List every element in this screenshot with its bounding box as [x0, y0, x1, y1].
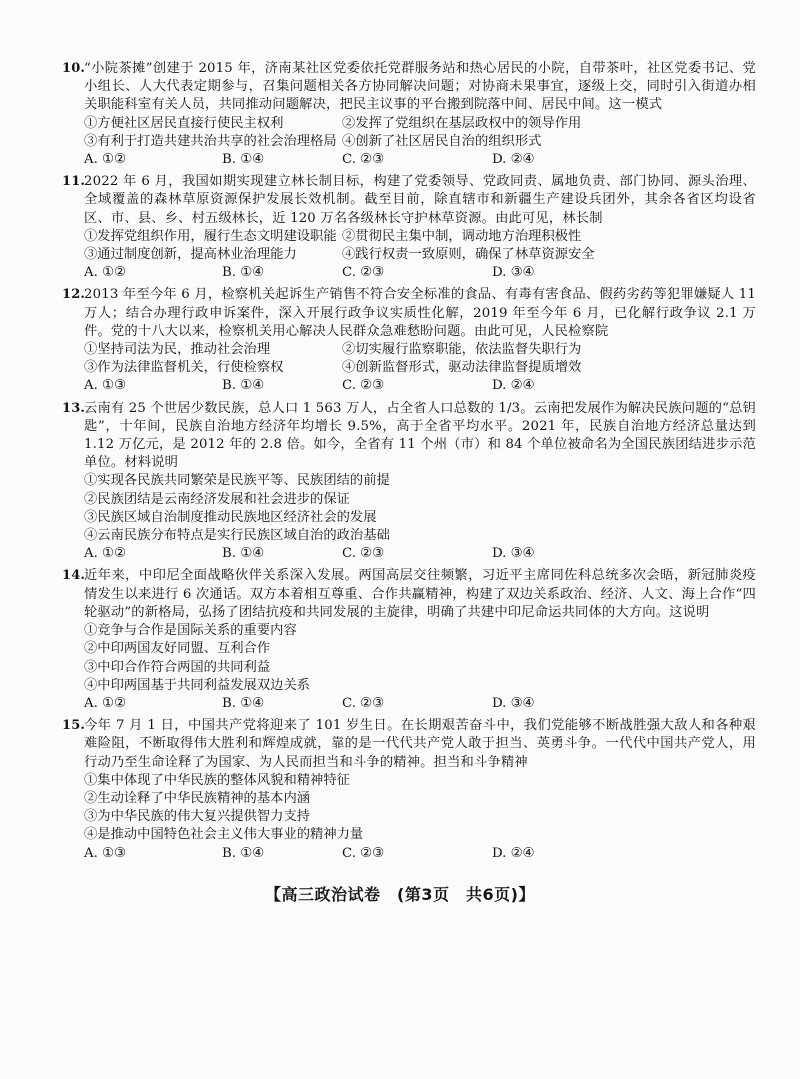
choice-a: A. ①②: [84, 152, 126, 168]
choice-b: B. ①④: [222, 695, 265, 711]
choice-b: B. ①④: [222, 152, 265, 168]
statement-1: ①集中体现了中华民族的整体风貌和精神特征: [84, 772, 350, 788]
question-text: “小院茶摊”创建于 2015 年，济南某社区党委依托党群服务站和热心居民的小院，自带茶叶，社区党委书记、党小组长、人大代表定期参与，召集问题相关各方协同解决问题；对协商未果事宜，逐级上交，同时引入街道办相关职能科室有关人员，共同推动问题解决，把民主议事的平台搬到院落中间、居民中间。这一模式: [84, 61, 756, 113]
question-10: [62, 60, 756, 169]
statement-3: ③中印合作符合两国的共同利益: [84, 659, 271, 675]
answer-choices: [84, 264, 756, 282]
answer-choices: [84, 695, 756, 713]
statement-1: ①方便社区居民直接行使民主权利: [84, 115, 284, 131]
choice-d: D. ③④: [492, 695, 535, 711]
choice-c: C. ②③: [342, 265, 384, 281]
statement-3: ③民族区域自治制度推动民族地区经济社会的发展: [84, 509, 377, 525]
choice-a: A. ①③: [84, 845, 126, 861]
option-statements: [84, 228, 756, 264]
question-text: 2022 年 6 月，我国如期实现建立林长制目标，构建了党委领导、党政同责、属地负责、部门协同、源头治理、全域覆盖的森林草原资源保护发展长效机制。截至目前，除直辖市和新疆生产建设兵团外，其余各省区均设省区、市、县、乡、村五级林长，近 120 万名各级林长守护林草资源。由此可见，林长制: [84, 174, 756, 226]
option-statements: [84, 472, 756, 545]
option-statements: [84, 115, 756, 151]
answer-choices: [84, 845, 756, 863]
statement-1: ①竞争与合作是国际关系的重要内容: [84, 623, 297, 639]
question-text: 2013 年至今年 6 月，检察机关起诉生产销售不符合安全标准的食品、有毒有害食品、假药劣药等犯罪嫌疑人 11 万人；结合办理行政申诉案件，深入开展行政争议实质性化解，2019 年至今年 6 月，已化解行政争议 2.1 万件。党的十八大以来，检察机关用心解决人民群众急难愁盼问题。由此可见，人民检察院: [84, 287, 756, 339]
choice-d: D. ②④: [492, 378, 535, 394]
choice-b: B. ①④: [222, 378, 265, 394]
question-stem: [62, 717, 756, 772]
choice-b: B. ①④: [222, 546, 265, 562]
option-statements: [84, 772, 756, 845]
statement-4: ④云南民族分布特点是实行民族区域自治的政治基础: [84, 528, 390, 544]
option-statements: [84, 622, 756, 695]
question-number: 10.: [62, 61, 86, 76]
choice-c: C. ②③: [342, 695, 384, 711]
choice-d: D. ②④: [492, 845, 535, 861]
statement-2: ②中印两国友好同盟、互利合作: [84, 641, 271, 657]
question-number: 12.: [62, 287, 86, 303]
question-11: [62, 173, 756, 282]
statement-2: ②发挥了党组织在基层政权中的领导作用: [342, 115, 582, 131]
question-14: [62, 567, 756, 713]
question-number: 13.: [62, 400, 86, 416]
question-number: 14.: [62, 568, 86, 584]
question-text: 今年 7 月 1 日，中国共产党将迎来了 101 岁生日。在长期艰苦奋斗中，我们党能够不断战胜强大敌人和各种艰难险阻，不断取得伟大胜利和辉煌成就，靠的是一代代共产党人敢于担当、英勇斗争。一代代中国共产党人，用行动乃至生命诠释了为国家、为人民而担当和斗争的精神。担当和斗争精神: [84, 718, 756, 770]
statement-4: ④践行权责一致原则，确保了林草资源安全: [342, 247, 595, 263]
statement-2: ②生动诠释了中华民族精神的基本内涵: [84, 790, 311, 806]
page-footer: 【高三政治试卷 (第3页 共6页)】: [265, 885, 535, 904]
statement-1: ①发挥党组织作用，履行生态文明建设职能: [84, 228, 337, 244]
question-12: [62, 286, 756, 395]
statement-2: ②民族团结是云南经济发展和社会进步的保证: [84, 491, 350, 507]
statement-3: ③为中华民族的伟大复兴提供智力支持: [84, 809, 311, 825]
statement-1: ①坚持司法为民，推动社会治理: [84, 342, 271, 358]
choice-c: C. ②③: [342, 845, 384, 861]
choice-b: B. ①④: [222, 265, 265, 281]
statement-2: ②贯彻民主集中制，调动地方治理积极性: [342, 228, 582, 244]
question-list: [62, 60, 756, 867]
choice-a: A. ①②: [84, 546, 126, 562]
question-stem: [62, 60, 756, 115]
choice-a: A. ①③: [84, 378, 126, 394]
statement-4: ④是推动中国特色社会主义伟大事业的精神力量: [84, 827, 364, 843]
choice-d: D. ③④: [492, 546, 535, 562]
choice-a: A. ①②: [84, 265, 126, 281]
statement-4: ④创新了社区居民自治的组织形式: [342, 133, 542, 149]
question-text: 云南有 25 个世居少数民族，总人口 1 563 万人，占全省人口总数的 1/3。云南把发展作为解决民族问题的“总钥匙”，十年间，民族自治地方经济年均增长 9.5%，高于全省平均水平。2021 年，民族自治地方经济总量达到 1.12 万亿元，是 2012 年的 2.8 倍。如今，全省有 11 个州（市）和 84 个单位被命名为全国民族团结进步示范单位。材料说明: [84, 400, 756, 471]
question-stem: [62, 286, 756, 341]
statement-3: ③作为法律监督机关，行使检察权: [84, 360, 284, 376]
choice-c: C. ②③: [342, 378, 384, 394]
answer-choices: [84, 545, 756, 563]
choice-a: A. ①②: [84, 695, 126, 711]
statement-3: ③有利于打造共建共治共享的社会治理格局: [84, 133, 337, 149]
question-13: [62, 400, 756, 564]
choice-b: B. ①④: [222, 845, 265, 861]
answer-choices: [84, 377, 756, 395]
question-stem: [62, 567, 756, 622]
answer-choices: [84, 151, 756, 169]
choice-d: D. ②④: [492, 152, 535, 168]
question-number: 11.: [62, 174, 86, 190]
choice-d: D. ③④: [492, 265, 535, 281]
question-text: 近年来，中印尼全面战略伙伴关系深入发展。两国高层交往频繁，习近平主席同佐科总统多次会晤，新冠肺炎疫情发生以来进行 6 次通话。双方本着相互尊重、合作共赢精神，构建了双边关系政治、经济、人文、海上合作“四轮驱动”的新格局，弘扬了团结抗疫和共同发展的主旋律，明确了共建中印尼命运共同体的大方向。这说明: [84, 568, 756, 620]
question-stem: [62, 173, 756, 228]
question-stem: [62, 400, 756, 473]
statement-3: ③通过制度创新，提高林业治理能力: [84, 247, 297, 263]
choice-c: C. ②③: [342, 152, 384, 168]
statement-2: ②切实履行监察职能，依法监督失职行为: [342, 342, 582, 358]
statement-4: ④创新监督形式，驱动法律监督提质增效: [342, 360, 582, 376]
statement-1: ①实现各民族共同繁荣是民族平等、民族团结的前提: [84, 473, 390, 489]
statement-4: ④中印两国基于共同利益发展双边关系: [84, 677, 311, 693]
question-15: [62, 717, 756, 863]
question-number: 15.: [62, 718, 86, 734]
option-statements: [84, 341, 756, 377]
choice-c: C. ②③: [342, 546, 384, 562]
